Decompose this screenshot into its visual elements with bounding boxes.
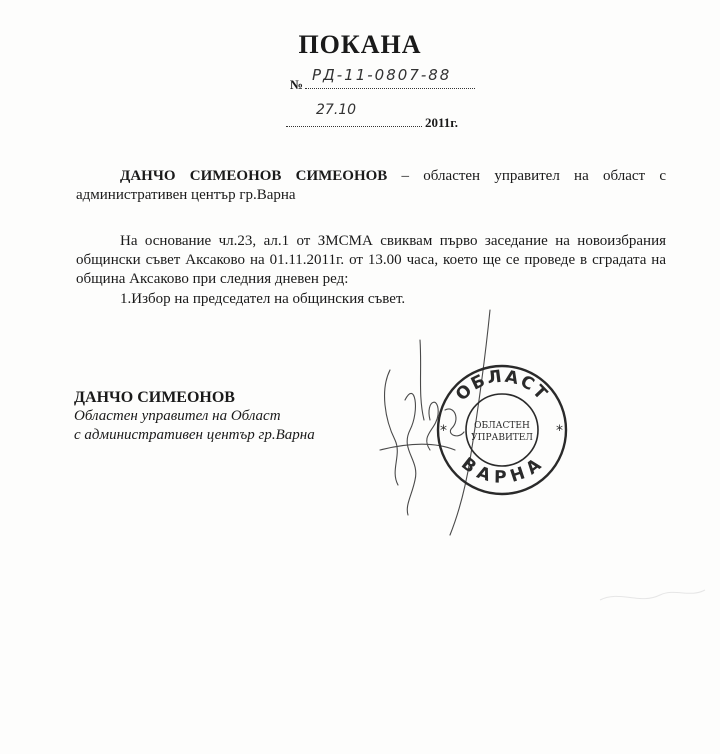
signature-block (74, 388, 315, 445)
intro-paragraph (76, 167, 666, 205)
handwritten-date: 27.10 (316, 102, 357, 118)
date-line (286, 102, 458, 131)
body-text: На основание чл.23, ал.1 от ЗМСМА свиквам първо заседание на новоизбрания общински съвет Аксаково на 01.11.2011г. от 13.00 часа, което ще се проведе в сградата на община Аксаково при следния дневен ред: (76, 233, 666, 287)
handwritten-number: РД-11-0807-88 (312, 66, 452, 84)
date-suffix: 2011г. (425, 115, 458, 130)
stamp-outer-bottom-text: ВАРНА (457, 453, 547, 488)
stamp-star-right: * (556, 423, 563, 439)
scan-artifact (590, 560, 710, 620)
reference-number-line (290, 66, 475, 93)
stamp-star-left: * (440, 423, 447, 439)
agenda-item: 1.Избор на председател на общинския съвет. (120, 291, 406, 307)
signer-name: ДАНЧО СИМЕОНОВ (74, 389, 235, 406)
stamp-outer-top-text: ОБЛАСТ (452, 366, 553, 406)
stamp-inner-line1: ОБЛАСТЕН (474, 421, 530, 431)
number-prefix: № (290, 77, 304, 92)
intro-rest: – областен управител на област с административен център гр.Варна (76, 168, 666, 203)
governor-name-lead: ДАНЧО СИМЕОНОВ СИМЕОНОВ (120, 168, 388, 184)
body-paragraph (76, 232, 666, 289)
document-title: ПОКАНА (298, 30, 422, 59)
signer-role-line2: с административен център гр.Варна (74, 427, 315, 443)
signer-role-line1: Областен управител на Област (74, 408, 281, 424)
stamp-inner-line2: УПРАВИТЕЛ (471, 433, 533, 443)
official-stamp (432, 360, 572, 500)
